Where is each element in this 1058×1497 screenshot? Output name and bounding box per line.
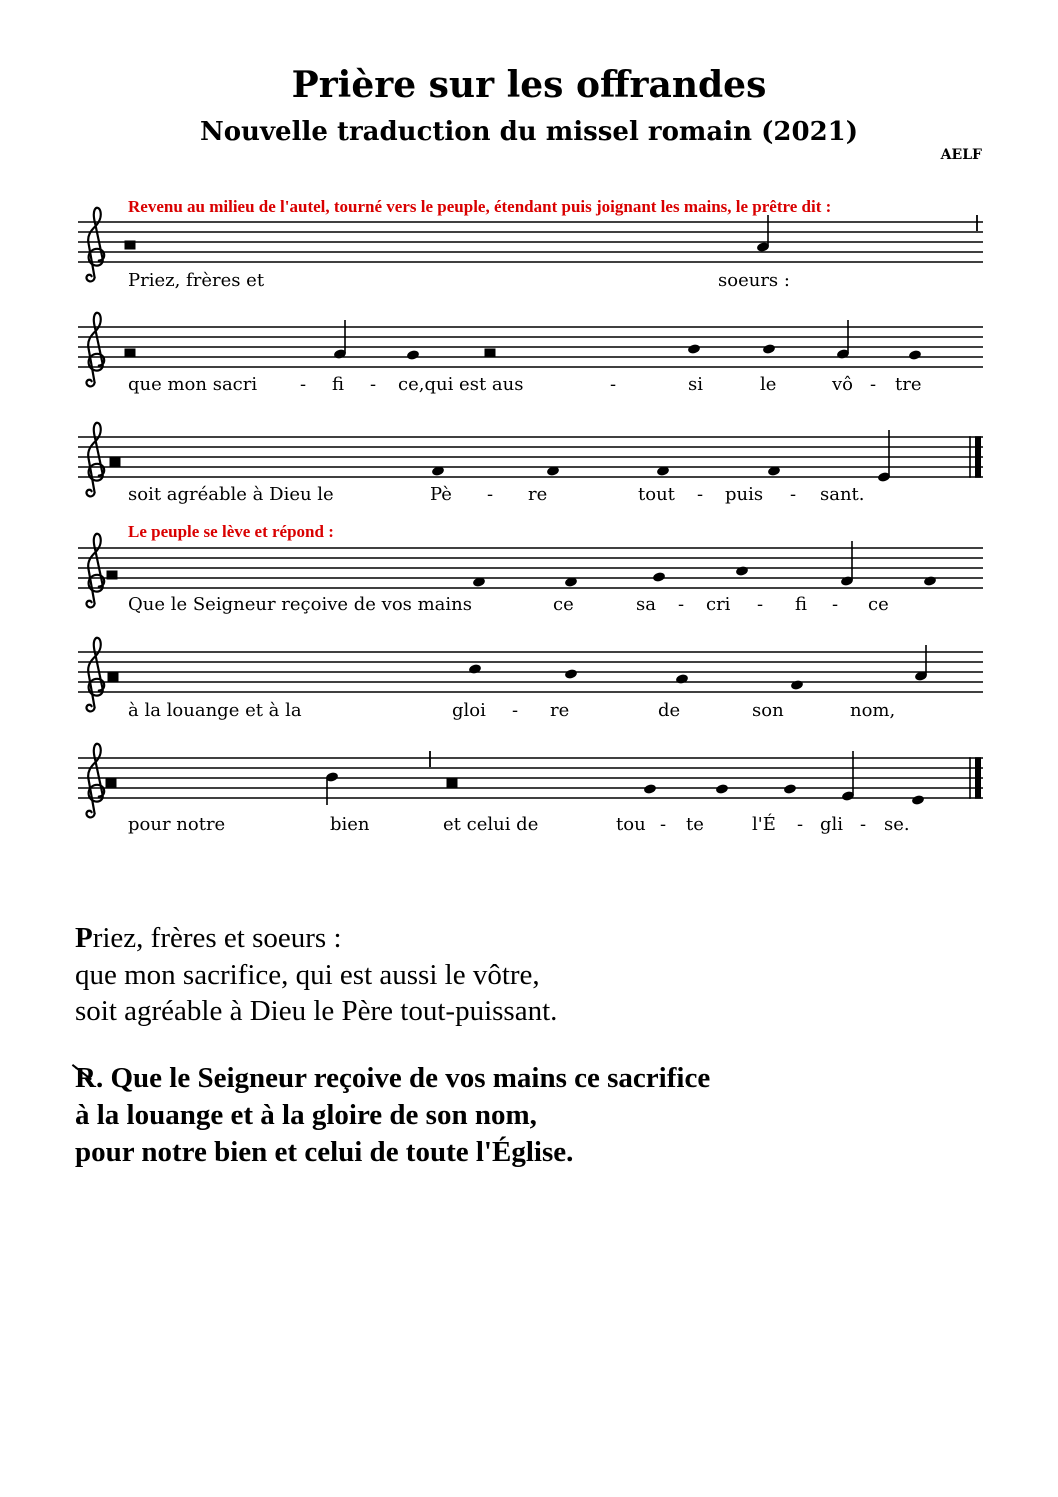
lyric-syllable: - <box>512 700 519 721</box>
lyric-syllable: gloi <box>452 700 486 721</box>
lyric-syllable: fi <box>332 374 345 395</box>
square-recitation-note <box>108 673 119 682</box>
response-line-3: pour notre bien et celui de toute l'Église. <box>75 1136 574 1168</box>
prayer-text-response <box>75 1060 710 1171</box>
lyric-syllable: - <box>300 374 307 395</box>
lyric-syllable: - <box>487 484 494 505</box>
rubric-priest-instruction: Revenu au milieu de l'autel, tourné vers le peuple, étendant puis joignant les mains, le prêtre dit : <box>128 197 832 216</box>
lyric-syllable: bien <box>330 814 370 835</box>
square-recitation-note <box>125 349 136 358</box>
lyric-syllable: et celui de <box>443 814 539 835</box>
lyric-syllable: puis <box>725 484 764 505</box>
lyric-syllable: - <box>678 594 685 615</box>
lyric-syllable: te <box>686 814 704 835</box>
lyric-syllable: Que le Seigneur reçoive de vos mains <box>128 594 473 615</box>
rubric-people-instruction: Le peuple se lève et répond : <box>128 522 334 541</box>
priest-line-3: soit agréable à Dieu le Père tout-puissant. <box>75 995 558 1027</box>
notehead <box>652 571 666 582</box>
lyrics-row-2 <box>0 374 1058 400</box>
response-symbol: R <box>75 1060 96 1097</box>
lyric-syllable: gli <box>820 814 844 835</box>
lyric-syllable: si <box>688 374 703 395</box>
lyric-syllable: de <box>658 700 681 721</box>
lyric-syllable: tout <box>638 484 675 505</box>
square-recitation-note <box>125 241 136 250</box>
lyric-syllable: soit agréable à Dieu le <box>128 484 334 505</box>
square-recitation-note <box>485 349 496 358</box>
lyric-syllable: se. <box>884 814 910 835</box>
lyric-syllable: à la louange et à la <box>128 700 302 721</box>
lyric-syllable: - <box>870 374 877 395</box>
notehead <box>687 343 701 354</box>
notehead <box>564 668 578 679</box>
notehead <box>783 783 797 794</box>
priest-line-2: que mon sacrifice, qui est aussi le vôtre, <box>75 958 540 991</box>
lyric-syllable: tou <box>616 814 646 835</box>
lyrics-row-6 <box>0 814 1058 840</box>
lyric-syllable: cri <box>706 594 731 615</box>
lyrics-row-3 <box>0 484 1058 510</box>
lyric-syllable: - <box>660 814 667 835</box>
notehead <box>790 679 804 690</box>
lyric-syllable: que mon sacri <box>128 374 258 395</box>
priest-line-1: Priez, frères et soeurs : <box>75 922 342 954</box>
notehead <box>923 575 937 586</box>
notehead <box>908 349 922 360</box>
notehead <box>911 794 925 805</box>
lyric-syllable: - <box>697 484 704 505</box>
lyric-syllable: re <box>550 700 570 721</box>
lyric-syllable: vô <box>832 374 854 395</box>
lyric-syllable: re <box>528 484 548 505</box>
lyric-syllable: - <box>860 814 867 835</box>
lyric-syllable: Pè <box>430 484 452 505</box>
prayer-text-priest <box>75 920 557 1030</box>
lyric-syllable: fi <box>795 594 808 615</box>
square-recitation-note <box>106 779 117 788</box>
final-barline-thick <box>975 436 981 478</box>
lyric-syllable: ce,qui est aus <box>398 374 524 395</box>
lyric-syllable: - <box>757 594 764 615</box>
lyric-syllable: son <box>752 700 784 721</box>
lyric-syllable: ce <box>868 594 889 615</box>
final-barline-thick <box>975 757 981 799</box>
lyric-syllable: - <box>832 594 839 615</box>
lyric-syllable: - <box>790 484 797 505</box>
lyric-syllable: l'É <box>752 814 776 835</box>
lyric-syllable: Priez, frères et <box>128 270 265 291</box>
square-recitation-note <box>447 779 458 788</box>
notehead <box>715 783 729 794</box>
square-recitation-note <box>110 458 121 467</box>
lyrics-row-5 <box>0 700 1058 726</box>
lyrics-row-4 <box>0 594 1058 620</box>
page-subtitle: Nouvelle traduction du missel romain (2021) <box>199 117 859 147</box>
lyric-syllable: nom, <box>850 700 896 721</box>
response-line-1: R . Que le Seigneur reçoive de vos mains ce sacrifice <box>75 1060 710 1097</box>
notehead <box>468 663 482 674</box>
lyric-syllable: pour notre <box>128 814 226 835</box>
lyric-syllable: - <box>797 814 804 835</box>
notehead <box>735 565 749 576</box>
lyric-syllable: soeurs : <box>718 270 790 291</box>
lyric-syllable: le <box>760 374 777 395</box>
credit-aelf: AELF <box>940 147 982 163</box>
treble-clef-icon <box>86 744 104 818</box>
lyric-syllable: ce <box>553 594 574 615</box>
page-title: Prière sur les offrandes <box>291 64 767 106</box>
square-recitation-note <box>107 571 118 580</box>
lyric-syllable: sa <box>636 594 656 615</box>
notehead <box>643 783 657 794</box>
lyric-syllable: tre <box>895 374 922 395</box>
lyric-syllable: - <box>610 374 617 395</box>
lyric-syllable: sant. <box>820 484 865 505</box>
notehead <box>762 343 776 354</box>
notehead <box>406 349 420 360</box>
response-line-2: à la louange et à la gloire de son nom, <box>75 1099 537 1131</box>
lyric-syllable: - <box>370 374 377 395</box>
lyrics-row-1 <box>0 270 1058 296</box>
notehead <box>675 673 689 684</box>
